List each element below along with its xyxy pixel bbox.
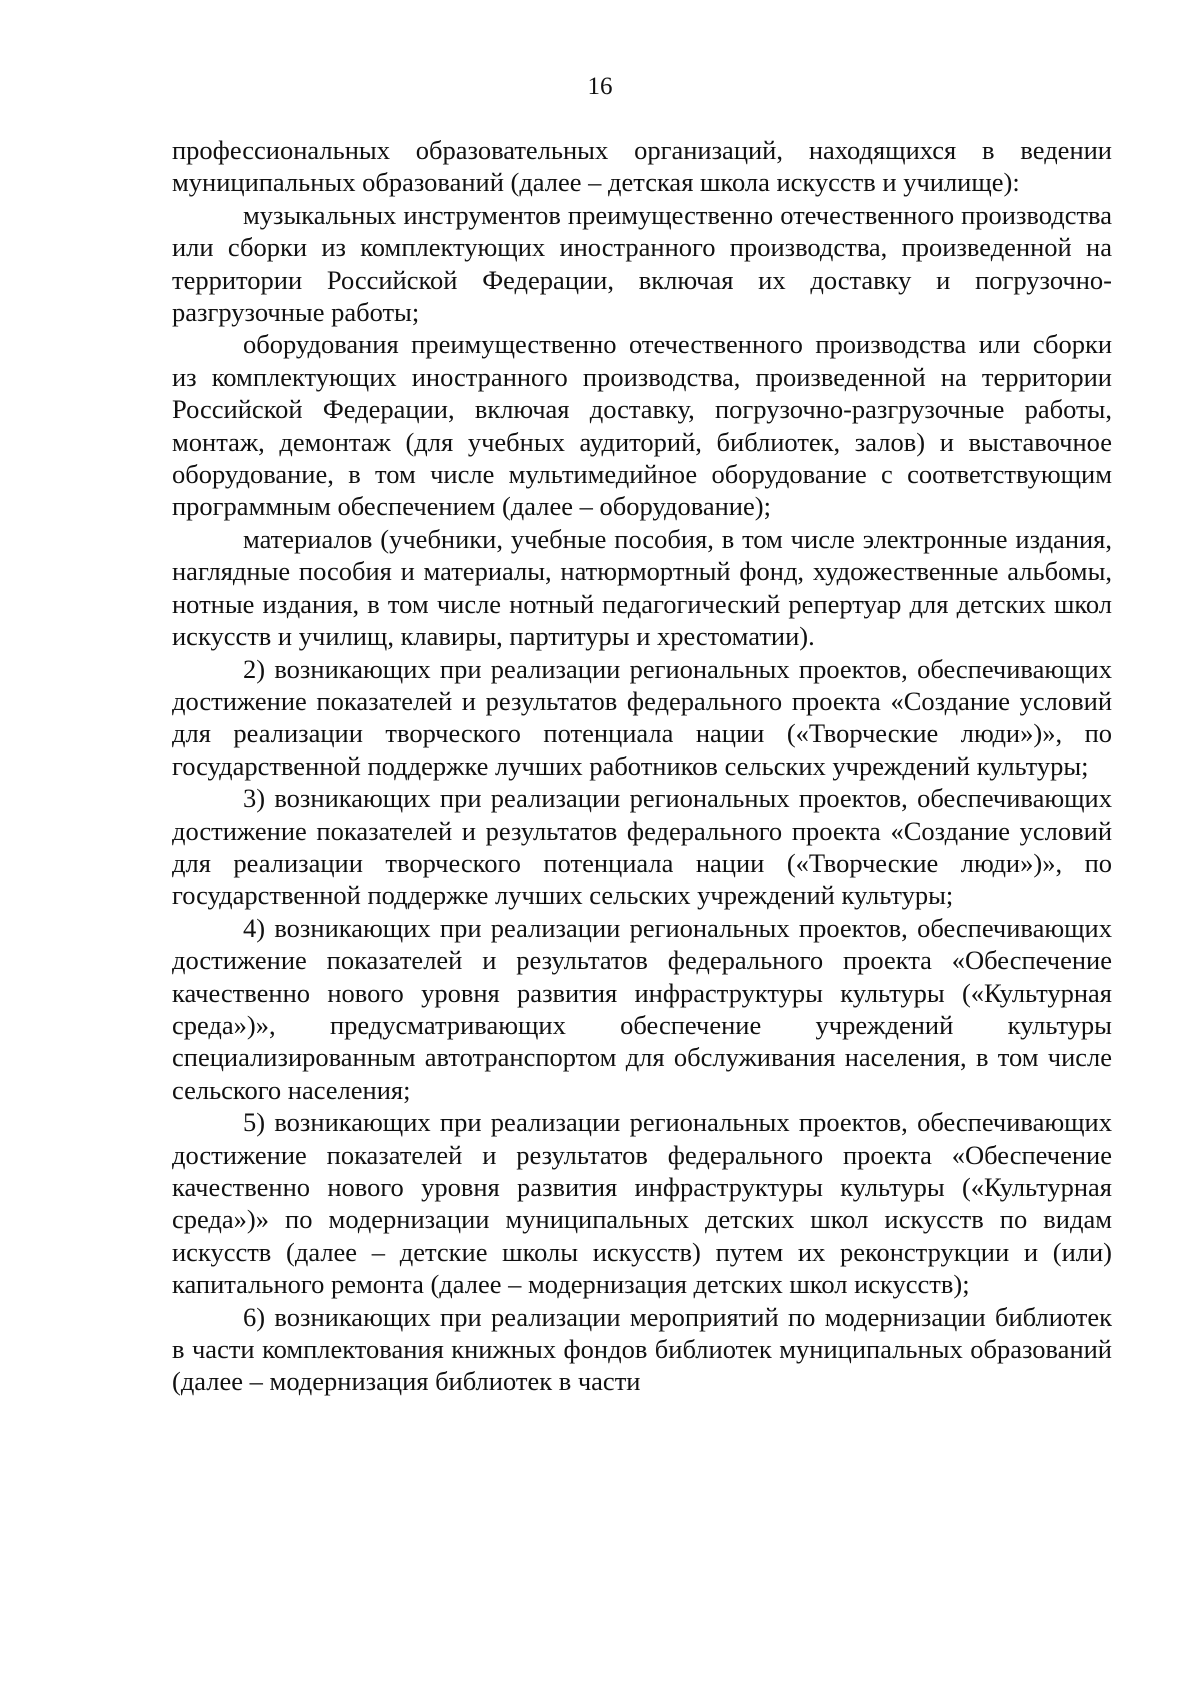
paragraph-materials: материалов (учебники, учебные пособия, в том числе электронные издания, наглядные пособия и материалы, натюрмортный фонд, художественные альбомы, нотные издания, в том числе нотный педагогический репертуар для детских школ искусств и училищ, клавиры, партитуры и хрестоматии). (172, 523, 1112, 652)
page-number: 16 (587, 73, 613, 100)
paragraph-equipment: оборудования преимущественно отечественного производства или сборки из комплектующих иностранного производства, произведенной на территории Российской Федерации, включая доставку, погрузочно-разгрузочные работы, монтаж, демонтаж (для учебных аудиторий, библиотек, залов) и выставочное оборудование, в том числе мультимедийное оборудование с соответствующим программным обеспечением (далее – оборудование); (172, 329, 1112, 522)
document-body (172, 134, 1112, 1398)
paragraph-item-5: 5) возникающих при реализации региональных проектов, обеспечивающих достижение показателей и результатов федерального проекта «Обеспечение качественно нового уровня развития инфраструктуры культуры («Культурная среда»)» по модернизации муниципальных детских школ искусств по видам искусств (далее – детские школы искусств) путем их реконструкции и (или) капитального ремонта (далее – модернизация детских школ искусств); (172, 1107, 1112, 1300)
paragraph-item-4: 4) возникающих при реализации региональных проектов, обеспечивающих достижение показателей и результатов федерального проекта «Обеспечение качественно нового уровня развития инфраструктуры культуры («Культурная среда»)», предусматривающих обеспечение учреждений культуры специализированным автотранспортом для обслуживания населения, в том числе сельского населения; (172, 912, 1112, 1105)
paragraph-item-2: 2) возникающих при реализации региональных проектов, обеспечивающих достижение показателей и результатов федерального проекта «Создание условий для реализации творческого потенциала нации («Творческие люди»)», по государственной поддержке лучших работников сельских учреждений культуры; (172, 653, 1112, 781)
paragraph-item-6: 6) возникающих при реализации мероприятий по модернизации библиотек в части комплектования книжных фондов библиотек муниципальных образований (далее – модернизация библиотек в части (172, 1301, 1112, 1397)
paragraph-item-3: 3) возникающих при реализации региональных проектов, обеспечивающих достижение показателей и результатов федерального проекта «Создание условий для реализации творческого потенциала нации («Творческие люди»)», по государственной поддержке лучших сельских учреждений культуры; (172, 783, 1112, 911)
paragraph-intro: профессиональных образовательных организаций, находящихся в ведении муниципальных образований (далее – детская школа искусств и училище): (172, 135, 1112, 198)
paragraph-musical-instruments: музыкальных инструментов преимущественно отечественного производства или сборки из комплектующих иностранного производства, произведенной на территории Российской Федерации, включая их доставку и погрузочно-разгрузочные работы; (172, 199, 1112, 328)
